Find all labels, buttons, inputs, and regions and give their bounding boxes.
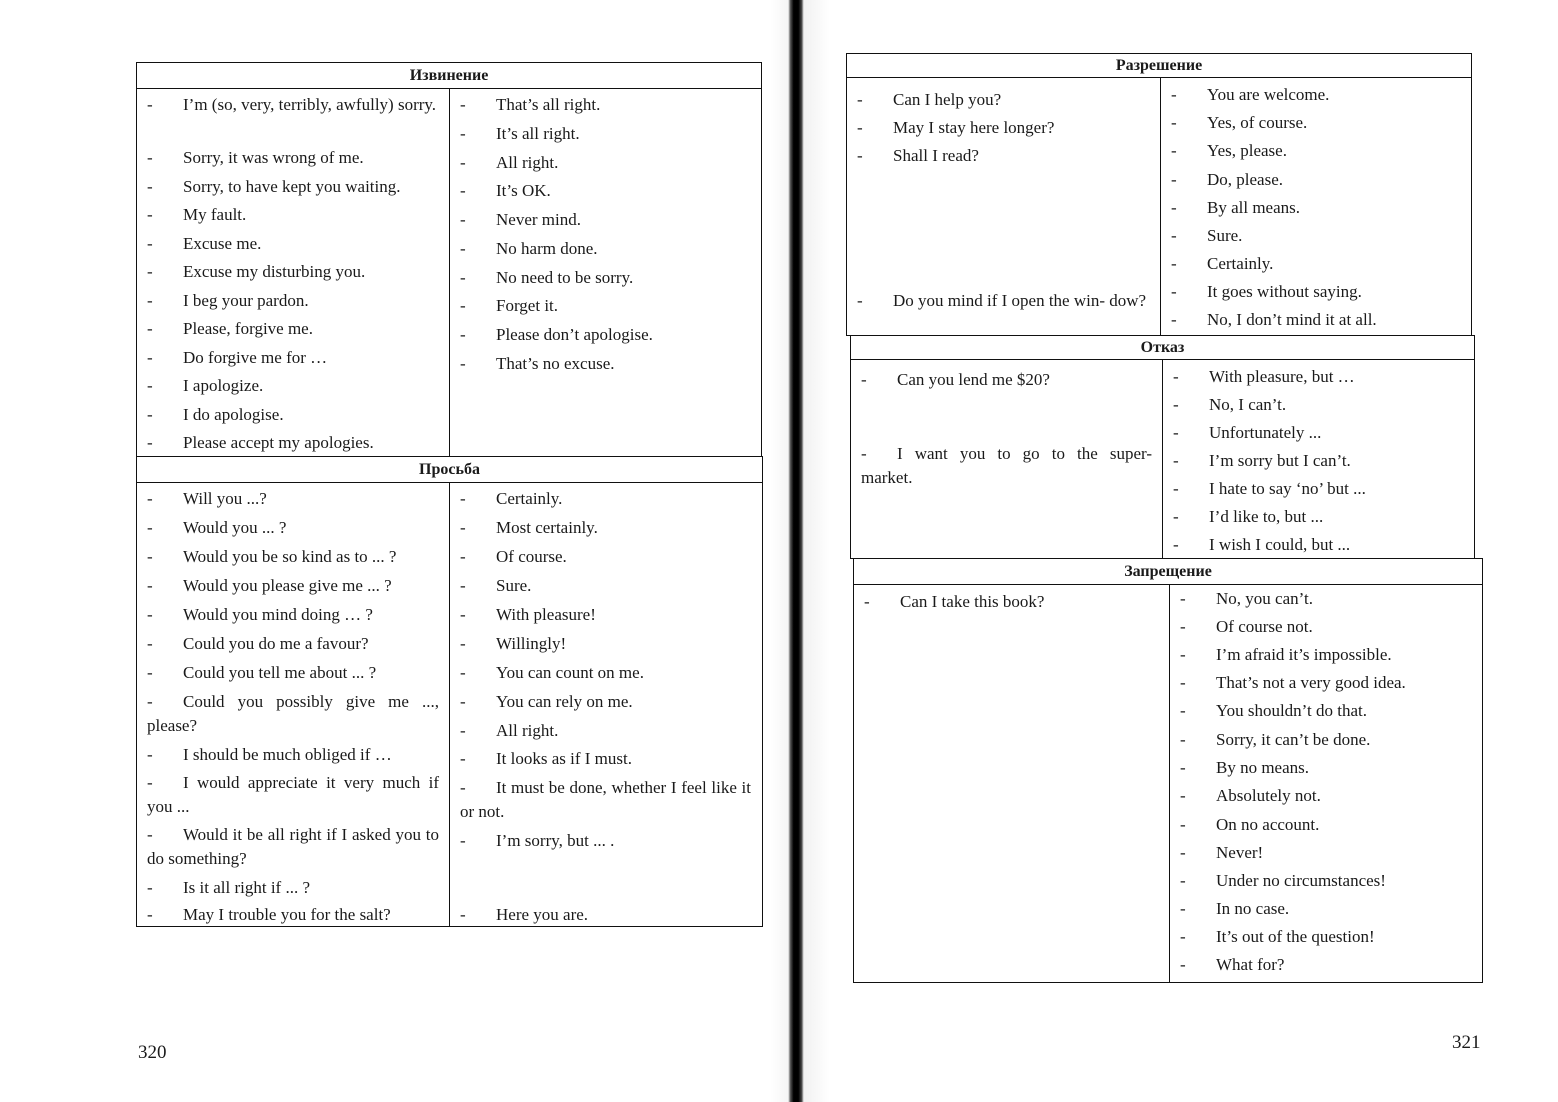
table-row: - Unfortunately ...	[1173, 423, 1322, 442]
table-row: - All right.	[460, 153, 559, 172]
table-row: - Excuse me.	[147, 234, 262, 253]
table-row: - Can I take this book?	[864, 592, 1045, 611]
request-responses-column	[450, 483, 761, 926]
request-phrases-column	[137, 483, 450, 926]
table-row: - Forget it.	[460, 296, 559, 315]
table-row: - Certainly.	[1171, 254, 1274, 273]
table-row: - Would you mind doing … ?	[147, 605, 373, 624]
table-row: - That’s all right.	[460, 95, 601, 114]
table-row: - You can count on me.	[460, 663, 644, 682]
table-row: - No harm done.	[460, 239, 598, 258]
refusal-responses-column	[1163, 360, 1473, 558]
table-row: - It’s out of the question!	[1180, 927, 1375, 946]
permission-phrases-column	[847, 78, 1161, 335]
table-row: - Most certainly.	[460, 518, 598, 537]
table-row: - Can I help you?	[857, 90, 1002, 109]
table-row: - May I trouble you for the salt?	[147, 905, 391, 924]
table-row: - I apologize.	[147, 376, 264, 395]
table-row: - Would you be so kind as to ... ?	[147, 547, 397, 566]
table-row: - I should be much obliged if …	[147, 745, 392, 764]
table-row: - Please don’t apologise.	[460, 325, 653, 344]
table-row: - You can rely on me.	[460, 692, 633, 711]
table-row: - Excuse my disturbing you.	[147, 262, 366, 281]
table-row: - That’s no excuse.	[460, 354, 615, 373]
table-row: - You are welcome.	[1171, 85, 1330, 104]
table-row: - I’m sorry but I can’t.	[1173, 451, 1351, 470]
table-row: - No, you can’t.	[1180, 589, 1313, 608]
table-row: - Certainly.	[460, 489, 563, 508]
table-row: - Yes, please.	[1171, 141, 1287, 160]
table-row: - With pleasure, but …	[1173, 367, 1355, 386]
table-row: - It’s OK.	[460, 181, 551, 200]
table-row: - Do forgive me for …	[147, 348, 328, 367]
table-row: - What for?	[1180, 955, 1285, 974]
table-row: - It must be done, whether I feel like it or not.	[460, 778, 751, 821]
table-row: - It goes without saying.	[1171, 282, 1362, 301]
table-row: - Willingly!	[460, 634, 567, 653]
table-row: - Of course.	[460, 547, 567, 566]
table-row: - Sure.	[460, 576, 532, 595]
table-row: - May I stay here longer?	[857, 118, 1055, 137]
table-row: - It looks as if I must.	[460, 749, 632, 768]
table-row: - In no case.	[1180, 899, 1290, 918]
permission-responses-column	[1161, 78, 1470, 335]
page-number: 320	[138, 1042, 167, 1063]
table-row: - Sorry, it was wrong of me.	[147, 148, 364, 167]
table-row: - With pleasure!	[460, 605, 596, 624]
refusal-table	[850, 335, 1475, 559]
book-spine	[788, 0, 804, 1102]
table-row: - Will you ...?	[147, 489, 267, 508]
table-row: - I’m (so, very, terribly, awfully) sorry.	[147, 95, 437, 114]
request-heading: Просьба	[137, 457, 762, 483]
table-row: - My fault.	[147, 205, 247, 224]
table-row: - By all means.	[1171, 198, 1301, 217]
page-number: 321	[1452, 1032, 1481, 1053]
table-row: - I beg your pardon.	[147, 291, 309, 310]
table-row: - Shall I read?	[857, 146, 979, 165]
table-row: - Would you ... ?	[147, 518, 287, 537]
table-row: - Please, forgive me.	[147, 319, 313, 338]
table-row: - Could you possibly give me ..., please?	[147, 692, 439, 735]
apology-heading: Извинение	[137, 63, 761, 89]
table-row: - I’d like to, but ...	[1173, 507, 1324, 526]
table-row: - On no account.	[1180, 815, 1320, 834]
table-row: - That’s not a very good idea.	[1180, 673, 1406, 692]
table-row: - It’s all right.	[460, 124, 580, 143]
table-row: - Is it all right if ... ?	[147, 878, 311, 897]
table-row: - Here you are.	[460, 905, 589, 924]
table-row: - Never mind.	[460, 210, 581, 229]
table-row: - Would it be all right if I asked you to do something?	[147, 825, 440, 868]
permission-heading: Разрешение	[847, 54, 1471, 78]
table-row: - I’m sorry, but ... .	[460, 831, 615, 850]
table-row: - Could you do me a favour?	[147, 634, 369, 653]
table-row: - Never!	[1180, 843, 1264, 862]
table-row: - Do you mind if I open the win- dow?	[857, 291, 1147, 310]
refusal-heading: Отказ	[851, 336, 1474, 360]
table-row: - Of course not.	[1180, 617, 1313, 636]
table-row: - Can you lend me $20?	[861, 370, 1050, 389]
table-row: - No need to be sorry.	[460, 268, 634, 287]
table-row: - I wish I could, but ...	[1173, 535, 1351, 554]
prohibition-heading: Запрещение	[854, 559, 1482, 585]
table-row: - Do, please.	[1171, 170, 1284, 189]
table-row: - Sorry, it can’t be done.	[1180, 730, 1371, 749]
table-row: - Sorry, to have kept you waiting.	[147, 177, 401, 196]
table-row: - No, I don’t mind it at all.	[1171, 310, 1377, 329]
table-row: - By no means.	[1180, 758, 1310, 777]
table-row: - No, I can’t.	[1173, 395, 1287, 414]
table-row: - I do apologise.	[147, 405, 284, 424]
table-row: - Yes, of course.	[1171, 113, 1308, 132]
apology-phrases-column	[137, 89, 450, 456]
prohibition-table	[853, 558, 1483, 983]
refusal-phrases-column	[851, 360, 1163, 558]
table-row: - Sure.	[1171, 226, 1243, 245]
table-row: - Under no circumstances!	[1180, 871, 1386, 890]
prohibition-responses-column	[1170, 585, 1481, 982]
table-row: - Please accept my apologies.	[147, 433, 374, 452]
table-row: - Absolutely not.	[1180, 786, 1321, 805]
table-row: - Could you tell me about ... ?	[147, 663, 377, 682]
table-row: - I want you to go to the super- market.	[861, 444, 1152, 487]
apology-table	[136, 62, 762, 457]
permission-table	[846, 53, 1472, 336]
prohibition-phrases-column	[854, 585, 1170, 982]
table-row: - All right.	[460, 721, 559, 740]
table-row: - You shouldn’t do that.	[1180, 701, 1367, 720]
table-row: - Would you please give me ... ?	[147, 576, 392, 595]
table-row: - I would appreciate it very much if you ...	[147, 773, 440, 816]
table-row: - I’m afraid it’s impossible.	[1180, 645, 1392, 664]
request-table	[136, 456, 763, 927]
table-row: - I hate to say ‘no’ but ...	[1173, 479, 1366, 498]
apology-responses-column	[450, 89, 760, 456]
